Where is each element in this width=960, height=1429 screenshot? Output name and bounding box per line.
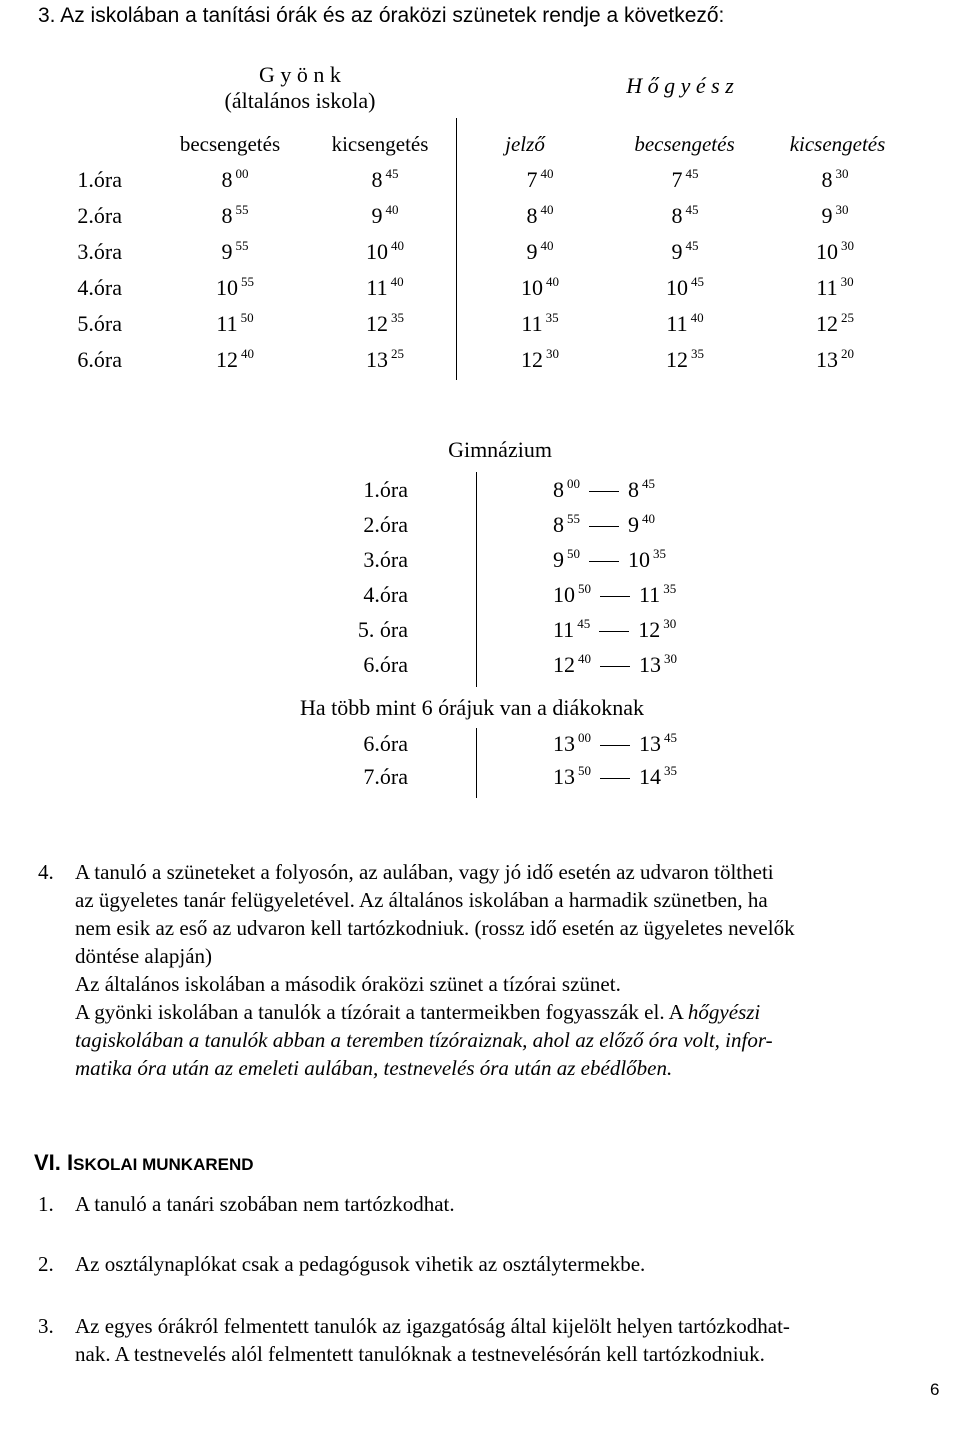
time-minute: 45 — [577, 616, 591, 631]
time-hour: 14 — [639, 764, 661, 789]
time-minute: 30 — [546, 346, 559, 361]
hogyesz-start-time — [615, 239, 755, 268]
range-dash — [600, 666, 630, 667]
time-minute: 00 — [567, 476, 580, 491]
row-label: 2.óra — [77, 203, 122, 228]
time-hour: 10 — [628, 547, 650, 572]
time-hour: 9 — [553, 547, 564, 572]
gimnazium-row-label: 7.óra — [363, 764, 408, 789]
time-hour: 13 — [816, 347, 838, 372]
gimnazium-row-label: 3.óra — [363, 547, 408, 572]
gimnazium-row-label: 2.óra — [363, 512, 408, 537]
time-minute: 45 — [691, 274, 704, 289]
extra-divider — [476, 728, 477, 798]
time-minute: 30 — [841, 238, 854, 253]
time-hour: 11 — [366, 275, 388, 300]
rule-1-text: A tanuló a tanári szobában nem tartózkodhat. — [75, 1192, 455, 1216]
time-hour: 12 — [816, 311, 838, 336]
section-4-line: döntése alapján) — [75, 944, 213, 968]
time-hour: 11 — [666, 311, 688, 336]
time-minute: 30 — [840, 274, 854, 289]
row-label: 4.óra — [77, 275, 122, 300]
time-hour: 8 — [221, 167, 233, 192]
time-hour: 8 — [628, 477, 639, 502]
section-4-number: 4. — [38, 860, 54, 884]
hogyesz-end-time — [765, 239, 905, 268]
gyonk-end-time — [315, 203, 455, 232]
hogyesz-title: H ő g y é s z — [626, 73, 734, 98]
time-minute: 25 — [391, 346, 404, 361]
gyonk-end-time — [315, 239, 455, 268]
gyonk-start-time — [165, 347, 305, 376]
time-minute: 45 — [685, 202, 699, 217]
time-hour: 13 — [553, 731, 575, 756]
range-dash — [589, 561, 619, 562]
rule-2-text: Az osztálynaplókat csak a pedagógusok vihetik az osztálytermekbe. — [75, 1252, 646, 1276]
row-label: 5.óra — [77, 311, 122, 336]
section-4-line: matika óra után az emeleti aulában, testnevelés óra után az ebédlőben. — [75, 1056, 673, 1080]
rule-3-number: 3. — [38, 1314, 54, 1338]
time-hour: 11 — [639, 582, 661, 607]
time-hour: 12 — [553, 652, 575, 677]
gyonk-end-time — [315, 347, 455, 376]
time-hour: 8 — [553, 477, 564, 502]
gyonk-end-header: kicsengetés — [331, 132, 429, 156]
time-minute: 50 — [567, 546, 580, 561]
range-dash — [599, 631, 629, 632]
rule-3-text — [75, 1312, 960, 1368]
gyonk-start-time — [165, 239, 305, 268]
time-hour: 13 — [639, 652, 661, 677]
extra-lessons-heading: Ha több mint 6 órájuk van a diákoknak — [300, 695, 644, 720]
time-hour: 12 — [366, 311, 388, 336]
time-hour: 10 — [366, 239, 388, 264]
time-hour: 9 — [371, 203, 383, 228]
range-dash — [600, 778, 630, 779]
gimnazium-time-range — [553, 731, 773, 760]
time-minute: 35 — [691, 346, 704, 361]
time-minute: 30 — [835, 202, 849, 217]
section-4-line: tagiskolában a tanulók abban a teremben tízóraiznak, ahol az előző óra volt, infor- — [75, 1028, 773, 1052]
section-4-line: A tanuló a szüneteket a folyosón, az aulában, vagy jó idő esetén az udvaron töltheti — [75, 860, 774, 884]
time-minute: 00 — [235, 166, 249, 181]
gyonk-end-time — [315, 167, 455, 196]
hogyesz-signal-time — [470, 203, 610, 232]
time-hour: 12 — [521, 347, 543, 372]
gyonk-start-header: becsengetés — [179, 132, 281, 156]
hogyesz-signal-time — [470, 167, 610, 196]
section-4-line: nem esik az eső az udvaron kell tartózkodniuk. (rossz idő esetén az ügyeletes nevelők — [75, 916, 795, 940]
time-hour: 9 — [221, 239, 233, 264]
rule-1-number: 1. — [38, 1192, 54, 1216]
time-minute: 40 — [540, 202, 554, 217]
gimnazium-time-range — [553, 512, 773, 541]
hogyesz-signal-time — [470, 275, 610, 304]
hogyesz-end-time — [765, 167, 905, 196]
section-3-heading: 3. Az iskolában a tanítási órák és az óraközi szünetek rendje a következő: — [38, 4, 725, 27]
gimnazium-time-range — [553, 617, 773, 646]
gimnazium-time-range — [553, 547, 773, 576]
gyonk-start-time — [165, 203, 305, 232]
gimnazium-time-range — [553, 477, 773, 506]
hogyesz-signal-time — [470, 347, 610, 376]
section-6-heading-rest: SKOLAI MUNKAREND — [73, 1155, 254, 1174]
time-minute: 40 — [642, 511, 655, 526]
gimnazium-row-label: 5. óra — [357, 617, 408, 642]
time-minute: 55 — [241, 274, 254, 289]
hogyesz-start-time — [615, 275, 755, 304]
time-minute: 40 — [391, 238, 404, 253]
gimnazium-divider — [476, 472, 477, 687]
range-dash — [589, 491, 619, 492]
section-6-heading-num: VI. I — [34, 1150, 74, 1175]
gyonk-subtitle: (általános iskola) — [224, 88, 376, 113]
hogyesz-start-time — [615, 347, 755, 376]
time-hour: 8 — [371, 167, 383, 192]
time-hour: 9 — [671, 239, 683, 264]
time-hour: 11 — [816, 275, 838, 300]
time-minute: 40 — [540, 238, 554, 253]
gyonk-end-time — [315, 275, 455, 304]
section-4-line: Az általános iskolában a második óraközi szünet a tízórai szünet. — [75, 972, 621, 996]
time-hour: 9 — [526, 239, 538, 264]
row-label: 6.óra — [77, 347, 122, 372]
time-minute: 40 — [385, 202, 399, 217]
hogyesz-end-time — [765, 275, 905, 304]
gimnazium-row-label: 1.óra — [363, 477, 408, 502]
time-hour: 7 — [526, 167, 538, 192]
time-minute: 55 — [235, 202, 249, 217]
gyonk-end-time — [315, 311, 455, 340]
section-4-line-normal: A gyönki iskolában a tanulók a tízórait a tantermeikben fogyasszák el. A — [75, 1000, 688, 1024]
gimnazium-row-label: 6.óra — [363, 652, 408, 677]
time-minute: 35 — [664, 763, 677, 778]
time-hour: 11 — [521, 311, 543, 336]
time-hour: 8 — [526, 203, 538, 228]
hogyesz-end-time — [765, 311, 905, 340]
time-minute: 35 — [391, 310, 404, 325]
gyonk-start-time — [165, 275, 305, 304]
rule-2-number: 2. — [38, 1252, 54, 1276]
time-minute: 45 — [685, 238, 699, 253]
time-hour: 10 — [816, 239, 838, 264]
section-4-text — [75, 858, 960, 1082]
gyonk-start-time — [165, 311, 305, 340]
time-minute: 20 — [841, 346, 854, 361]
time-minute: 45 — [664, 730, 677, 745]
section-6-heading — [34, 1150, 254, 1176]
time-minute: 45 — [642, 476, 655, 491]
time-minute: 40 — [578, 651, 591, 666]
section-4-line-italic: hőgyészi — [687, 1000, 761, 1024]
time-hour: 10 — [521, 275, 543, 300]
row-label: 3.óra — [77, 239, 122, 264]
range-dash — [600, 596, 630, 597]
schedule-divider — [456, 118, 457, 380]
time-hour: 10 — [666, 275, 688, 300]
time-minute: 40 — [546, 274, 559, 289]
time-minute: 50 — [578, 581, 591, 596]
hogyesz-start-time — [615, 167, 755, 196]
time-minute: 40 — [241, 346, 254, 361]
hogyesz-end-time — [765, 347, 905, 376]
time-minute: 50 — [240, 310, 254, 325]
gimnazium-time-range — [553, 764, 773, 793]
time-minute: 35 — [653, 546, 666, 561]
time-hour: 8 — [221, 203, 233, 228]
gyonk-title: G y ö n k — [259, 62, 341, 87]
time-minute: 50 — [578, 763, 591, 778]
time-hour: 13 — [366, 347, 388, 372]
time-hour: 12 — [666, 347, 688, 372]
time-hour: 9 — [821, 203, 833, 228]
time-minute: 35 — [545, 310, 559, 325]
gyonk-start-time — [165, 167, 305, 196]
row-label: 1.óra — [77, 167, 122, 192]
hogyesz-start-time — [615, 311, 755, 340]
time-minute: 45 — [385, 166, 399, 181]
time-hour: 11 — [553, 617, 575, 642]
time-hour: 13 — [639, 731, 661, 756]
hogyesz-signal-header: jelző — [505, 132, 545, 156]
time-hour: 8 — [671, 203, 683, 228]
time-hour: 10 — [553, 582, 575, 607]
time-minute: 40 — [690, 310, 704, 325]
hogyesz-end-time — [765, 203, 905, 232]
section-4-line: az ügyeletes tanár felügyeletével. Az általános iskolában a harmadik szünetben, ha — [75, 888, 768, 912]
range-dash — [589, 526, 619, 527]
rule-3-line: nak. A testnevelés alól felmentett tanulóknak a testnevelésórán kell tartózkodniuk. — [75, 1342, 765, 1366]
gimnazium-row-label: 4.óra — [363, 582, 408, 607]
page-number: 6 — [930, 1380, 940, 1399]
rule-3-line: Az egyes órákról felmentett tanulók az igazgatóság által kijelölt helyen tartózkodhat- — [75, 1314, 790, 1338]
gimnazium-time-range — [553, 582, 773, 611]
time-hour: 12 — [216, 347, 238, 372]
time-minute: 35 — [663, 581, 677, 596]
section-4-line — [75, 998, 960, 1026]
hogyesz-start-header: becsengetés — [634, 132, 735, 156]
time-hour: 13 — [553, 764, 575, 789]
gimnazium-time-range — [553, 652, 773, 681]
gimnazium-row-label: 6.óra — [363, 731, 408, 756]
time-hour: 10 — [216, 275, 238, 300]
range-dash — [600, 745, 630, 746]
hogyesz-signal-time — [470, 239, 610, 268]
time-minute: 40 — [390, 274, 404, 289]
hogyesz-signal-time — [470, 311, 610, 340]
time-minute: 45 — [685, 166, 699, 181]
time-hour: 11 — [216, 311, 238, 336]
hogyesz-start-time — [615, 203, 755, 232]
hogyesz-end-header: kicsengetés — [789, 132, 886, 156]
time-hour: 8 — [821, 167, 833, 192]
time-hour: 7 — [671, 167, 683, 192]
time-hour: 8 — [553, 512, 564, 537]
time-minute: 55 — [235, 238, 249, 253]
time-minute: 30 — [664, 651, 677, 666]
gimnazium-title: Gimnázium — [448, 437, 552, 462]
time-minute: 40 — [540, 166, 554, 181]
time-minute: 00 — [578, 730, 591, 745]
time-minute: 55 — [567, 511, 580, 526]
time-minute: 30 — [663, 616, 677, 631]
time-hour: 12 — [638, 617, 661, 642]
time-minute: 25 — [841, 310, 854, 325]
time-hour: 9 — [628, 512, 639, 537]
time-minute: 30 — [835, 166, 849, 181]
